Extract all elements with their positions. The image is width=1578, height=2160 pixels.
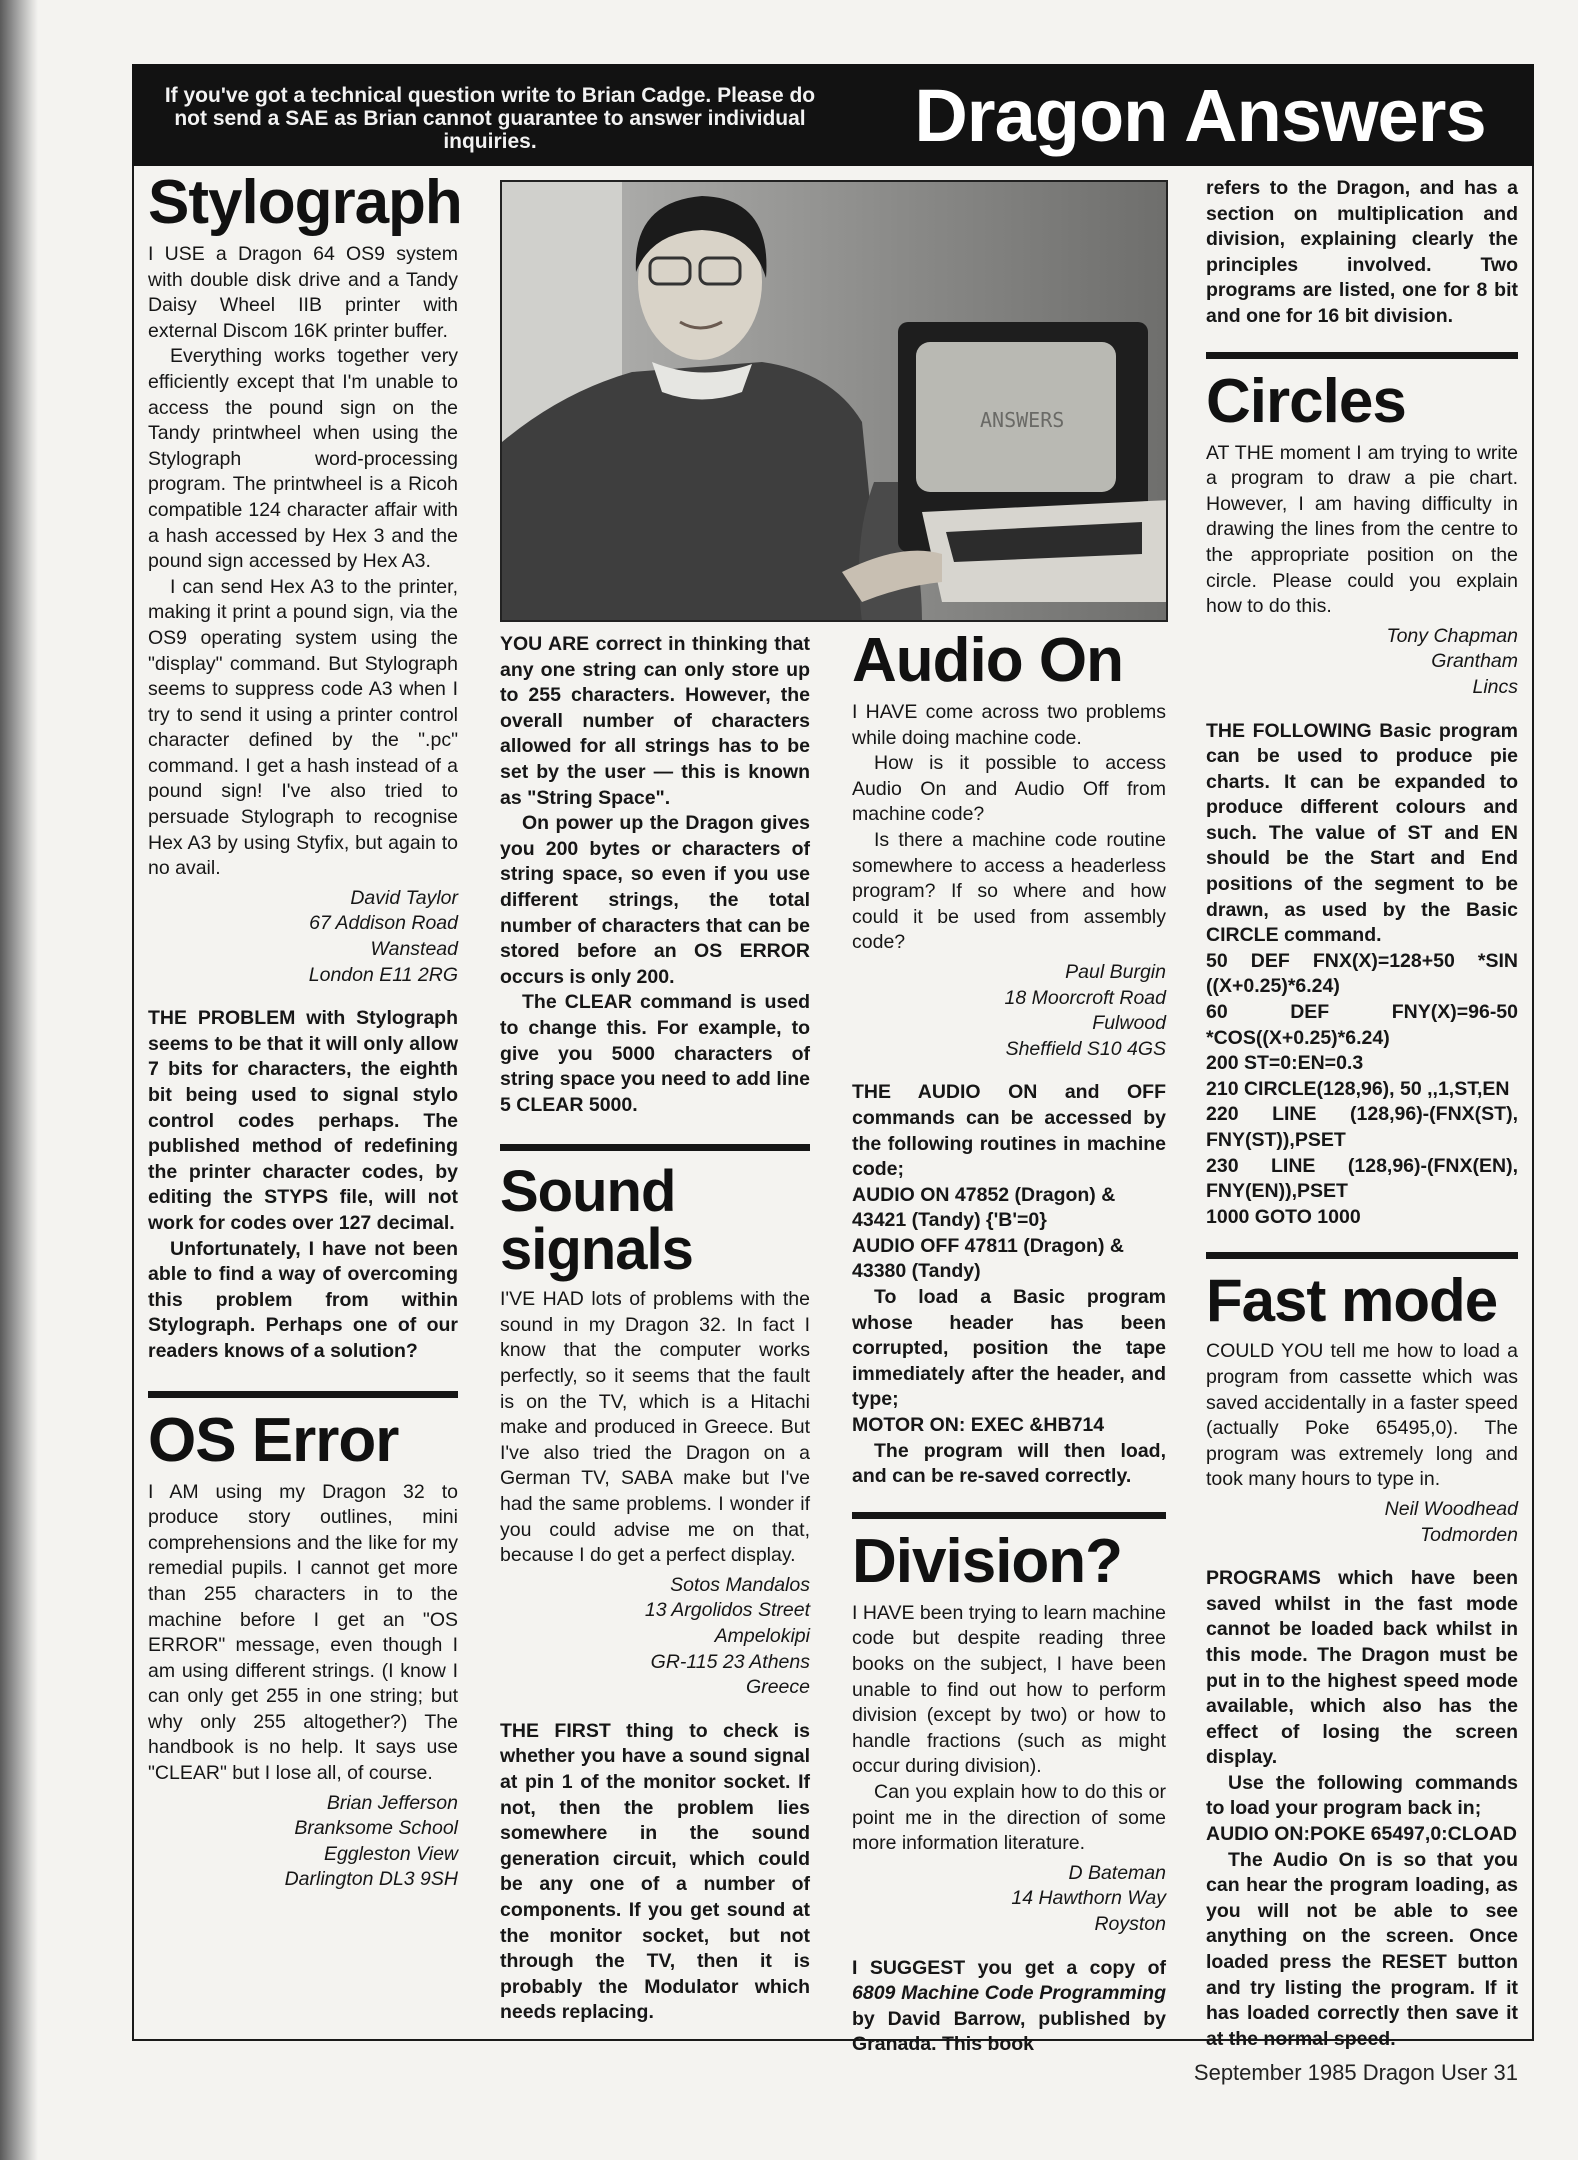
signature-line: Brian Jefferson	[326, 1791, 458, 1814]
column-1	[148, 168, 462, 1911]
circles-question: AT THE moment I am trying to write a program to draw a pie chart. However, I am having difficulty in drawing the lines from the centre to the appropriate position on the circle. Please could you explain how to do this.	[1206, 441, 1518, 618]
column-3	[852, 626, 1166, 2058]
stylograph-answer-p1: THE PROBLEM with Stylograph seems to be that it will only allow 7 bits for characters, the eighth bit being used to signal stylo control codes perhaps. The published method of redefining the printer character codes, by editing the STYPS file, will not work for codes over 127 decimal.	[148, 1007, 458, 1234]
book-title: 6809 Machine Code Programming	[852, 1982, 1166, 2005]
section-rule	[148, 1391, 458, 1398]
stylograph-question-p2: Everything works together very efficiently except that I'm unable to access the pound sign on the Tandy printwheel when using the Stylograph word-processing program. The printwheel is a Ricoh compatible 124 character affair with a hash accessed by Hex 3 and the pound sign accessed by Hex A3.	[148, 345, 458, 573]
circles-answer: THE FOLLOWING Basic program can be used to produce pie charts. It can be expanded to produce different colours and such. The value of ST and EN should be the Start and End positions of the segment to be drawn, as used by the Basic CIRCLE command.	[1206, 719, 1518, 947]
signature-line: Greece	[746, 1676, 810, 1699]
signature-line: D Bateman	[1068, 1861, 1166, 1884]
photo-screen-text: ANSWERS	[980, 408, 1065, 432]
signature-line: 18 Moorcroft Road	[1004, 986, 1166, 1009]
signature-line: Sotos Mandalos	[670, 1573, 810, 1596]
sound-signals-heading: Sound signals	[500, 1159, 693, 1283]
page-footer: September 1985 Dragon User 31	[1193, 2060, 1518, 2085]
listing-line: 220 LINE (128,96)-(FNX(ST), FNY(ST)),PSET	[1206, 1103, 1518, 1151]
listing-line: 50 DEF FNX(X)=128+50 *SIN ((X+0.25)*6.24)	[1206, 949, 1518, 998]
section-rule	[1206, 352, 1518, 359]
signature-line: Todmorden	[1420, 1523, 1518, 1546]
sound-signature	[500, 1573, 810, 1701]
os-error-question: I AM using my Dragon 32 to produce story outlines, mini comprehensions and the like for my remedial pupils. I cannot get more than 255 characters in to the machine before I get an "OS ERROR" message, even though I am using different strings. (I know I can only get 255 in one string; but why only 255 altogether?) The handbook is no help. It says use "CLEAR" but I lose all, of course.	[148, 1480, 458, 1785]
listing-line: 1000 GOTO 1000	[1206, 1205, 1361, 1228]
stylograph-signature	[148, 886, 458, 988]
fast-signature	[1206, 1497, 1518, 1548]
division-question-p1: I HAVE been trying to learn machine code but despite reading three books on the subject, I have been unable to find out how to perform division (except by two) or how to handle fractions (such as might occur during division).	[852, 1601, 1166, 1778]
stylograph-heading: Stylograph	[148, 168, 462, 237]
signature-line: Paul Burgin	[1065, 960, 1166, 983]
circles-signature	[1206, 624, 1518, 701]
os-error-signature	[148, 1791, 458, 1893]
signature-line: 67 Addison Road	[309, 912, 458, 935]
os-error-heading: OS Error	[148, 1405, 399, 1475]
signature-line: Branksome School	[294, 1817, 458, 1840]
os-error-answer-p3: The CLEAR command is used to change this. For example, to give you 5000 characters of string space you need to add line 5 CLEAR 5000.	[500, 991, 810, 1116]
audio-code-line: 43380 (Tandy)	[852, 1260, 981, 1283]
signature-line: Darlington DL3 9SH	[284, 1868, 458, 1891]
fast-answer-p2: Use the following commands to load your program back in;	[1206, 1771, 1518, 1820]
audio-code-line: 43421 (Tandy) {'B'=0}	[852, 1209, 1047, 1232]
signature-line: David Taylor	[350, 886, 458, 909]
column-2	[500, 632, 810, 2026]
signature-line: Eggleston View	[323, 1842, 458, 1865]
stylograph-question-p3: I can send Hex A3 to the printer, making it print a pound sign, via the OS9 operating system using the "display" command. But Stylograph seems to suppress code A3 when I try to send it using a printer control character defined by the ".pc" command. I get a hash instead of a pound sign! I've also tried to persuade Stylograph to recognise Hex A3 by using Styfix, but again to no avail.	[148, 575, 458, 880]
column-4	[1206, 176, 1518, 2052]
signature-line: GR-115 23 Athens	[650, 1650, 810, 1673]
audio-answer-mid: To load a Basic program whose header has been corrupted, position the tape immediately after the header, and type;	[852, 1286, 1166, 1411]
fast-answer-end: The Audio On is so that you can hear the program loading, as you will not be able to see anything on the screen. Once loaded press the RESET button and try listing the program. If it has loaded correctly then save it at the normal speed.	[1206, 1848, 1518, 2050]
audio-answer-end: The program will then load, and can be re-saved correctly.	[852, 1439, 1166, 1488]
page-title: Dragon Answers	[914, 74, 1486, 157]
audio-code-line: AUDIO OFF 47811 (Dragon) &	[852, 1234, 1124, 1257]
photo-man-with-computer	[500, 180, 1168, 622]
division-answer-b: by David Barrow, published by Granada. This book	[852, 2007, 1166, 2056]
listing-line: 210 CIRCLE(128,96), 50 ,,1,ST,EN	[1206, 1077, 1510, 1100]
audio-code-line: AUDIO ON 47852 (Dragon) &	[852, 1183, 1116, 1206]
sound-question: I'VE HAD lots of problems with the sound in my Dragon 32. In fact I know that the computer works perfectly, so it seems that the fault is on the TV, which is a Hitachi make and produced in Greece. But I've also tried the Dragon on a German TV, SABA make but I've had the same problems. I wonder if you could advise me on that, because I do get a perfect display.	[500, 1288, 810, 1567]
stylograph-question-p1: I USE a Dragon 64 OS9 system with double disk drive and a Tandy Daisy Wheel IIB printer with external Discom 16K printer buffer.	[148, 243, 458, 342]
signature-line: Tony Chapman	[1386, 624, 1518, 647]
section-rule	[500, 1144, 810, 1151]
listing-line: 200 ST=0:EN=0.3	[1206, 1052, 1364, 1075]
division-answer	[852, 1956, 1166, 2058]
fast-question: COULD YOU tell me how to load a program from cassette which was saved accidentally in a faster speed (actually Poke 65495,0). The program was extremely long and took many hours to type in.	[1206, 1340, 1518, 1491]
division-signature	[852, 1861, 1166, 1938]
os-error-answer-p1: YOU ARE correct in thinking that any one string can only store up to 255 characters. However, the overall number of characters allowed for all strings has to be set by the user — this is known as "String Space".	[500, 633, 810, 809]
signature-line: Neil Woodhead	[1384, 1497, 1518, 1520]
signature-line: Grantham	[1431, 650, 1518, 673]
audio-motor-command: MOTOR ON: EXEC &HB714	[852, 1414, 1105, 1437]
audio-answer-intro: THE AUDIO ON and OFF commands can be accessed by the following routines in machine code;	[852, 1081, 1166, 1181]
audio-signature	[852, 960, 1166, 1062]
page-binding-shadow	[0, 0, 38, 2160]
division-answer-a: I SUGGEST you get a copy of	[852, 1956, 1166, 1979]
signature-line: London E11 2RG	[308, 963, 458, 986]
section-rule	[852, 1512, 1166, 1519]
fast-answer-p1: PROGRAMS which have been saved whilst in the fast mode cannot be loaded back whilst in this mode. The Dragon must be put in to the highest speed mode available, which also has the effect of losing the screen display.	[1206, 1567, 1518, 1769]
division-question-p2: Can you explain how to do this or point me in the direction of some more information literature.	[852, 1780, 1166, 1855]
signature-line: Lincs	[1472, 675, 1518, 698]
sound-answer: THE FIRST thing to check is whether you have a sound signal at pin 1 of the monitor socket. If not, then the problem lies somewhere in the sound generation circuit, which could be any one of a number of components. If you get sound at the monitor socket, but not through the TV, then it is probably the Modulator which needs replacing.	[500, 1719, 810, 2024]
signature-line: Wanstead	[370, 938, 458, 961]
photo-illustration	[502, 182, 1168, 622]
os-error-answer-p2: On power up the Dragon gives you 200 bytes or characters of string space, so even if you use different strings, the total number of characters that can be stored before an OS ERROR occurs is only 200.	[500, 812, 810, 988]
header-note: If you've got a technical question write to Brian Cadge. Please do not send a SAE as Brian cannot guarantee to answer individual inquiries.	[164, 84, 816, 153]
audio-question-p3: Is there a machine code routine somewhere to access a headerless program? If so where and how could it be used from assembly code?	[852, 828, 1166, 954]
audio-on-heading: Audio On	[852, 626, 1123, 695]
circles-heading: Circles	[1206, 366, 1406, 436]
signature-line: Fulwood	[1092, 1012, 1166, 1035]
section-rule	[1206, 1252, 1518, 1259]
signature-line: Sheffield S10 4GS	[1005, 1037, 1166, 1060]
audio-question-p2: How is it possible to access Audio On and Audio Off from machine code?	[852, 752, 1166, 826]
listing-line: 230 LINE (128,96)-(FNX(EN), FNY(EN)),PSET	[1206, 1154, 1518, 1203]
stylograph-answer-p2: Unfortunately, I have not been able to find a way of overcoming this problem from within Stylograph. Perhaps one of our readers knows of a solution?	[148, 1237, 458, 1362]
signature-line: 14 Hawthorn Way	[1011, 1887, 1166, 1910]
signature-line: Royston	[1094, 1912, 1166, 1935]
listing-line: 60 DEF FNY(X)=96-50 *COS((X+0.25)*6.24)	[1206, 1001, 1518, 1049]
fast-mode-heading: Fast mode	[1206, 1267, 1498, 1335]
signature-line: Ampelokipi	[714, 1625, 810, 1647]
division-heading: Division?	[852, 1526, 1123, 1596]
signature-line: 13 Argolidos Street	[644, 1599, 810, 1622]
audio-question-p1: I HAVE come across two problems while doing machine code.	[852, 701, 1166, 749]
fast-command: AUDIO ON:POKE 65497,0:CLOAD	[1206, 1823, 1517, 1846]
division-answer-continued: refers to the Dragon, and has a section on multiplication and division, explaining clearly the principles involved. Two programs are listed, one for 8 bit and one for 16 bit division.	[1206, 177, 1518, 327]
